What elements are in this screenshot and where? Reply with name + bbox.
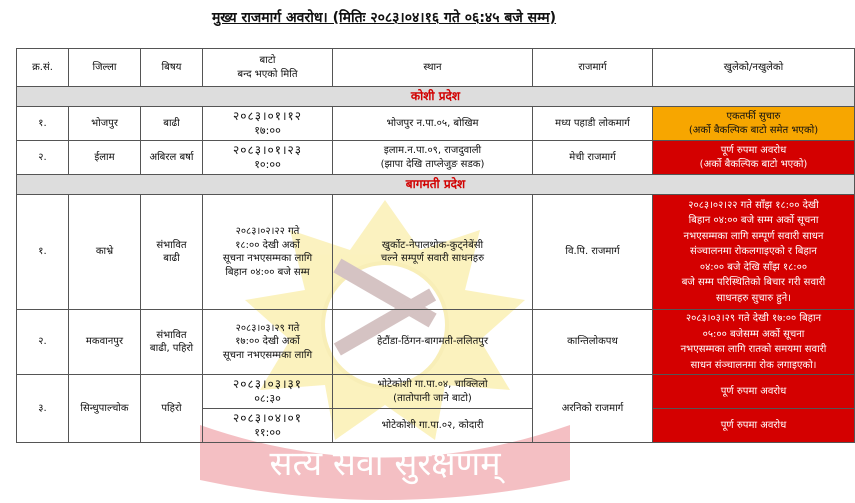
cell-place: इलाम.न.पा.०९, राजदुवाली (झापा देखि ताप्लेजुङ सडक): [333, 141, 533, 175]
status-badge: पूर्ण रुपमा अवरोध (अर्को बैकल्पिक बाटो भएको): [653, 141, 855, 175]
cell-date: [203, 375, 333, 409]
header-place: स्थान: [333, 49, 533, 87]
status-badge: एकतर्फी सुचारु (अर्को बैकल्पिक बाटो समेत भएको): [653, 107, 855, 141]
province-label: बागमती प्रदेश: [17, 175, 855, 195]
cell-sn: ३.: [17, 375, 69, 443]
header-sn: क्र.सं.: [17, 49, 69, 87]
time-value: ११:००: [254, 426, 281, 440]
cell-date: [203, 409, 333, 443]
header-blocked-date: बाटो बन्द भएको मिति: [203, 49, 333, 87]
cell-subject: संभावित बाढी, पहिरो: [141, 310, 203, 375]
time-value: १०:००: [254, 158, 281, 172]
cell-date: २०८३।०३।२९ गते १७:०० देखी अर्को सूचना नभएसम्मका लागि: [203, 310, 333, 375]
cell-place: भोजपुर न.पा.०५, बोखिम: [333, 107, 533, 141]
header-district: जिल्ला: [69, 49, 141, 87]
time-value: १७:००: [254, 124, 281, 138]
cell-highway: वि.पि. राजमार्ग: [533, 195, 653, 310]
cell-date: [203, 141, 333, 175]
cell-date: २०८३।०२।२२ गते १८:०० देखी अर्को सूचना नभएसम्मका लागि बिहान ०४:०० बजे सम्म: [203, 195, 333, 310]
cell-district: ईलाम: [69, 141, 141, 175]
table-header-row: [17, 49, 855, 87]
date-value: २०८३।०३।३१: [232, 377, 303, 392]
cell-sn: २.: [17, 141, 69, 175]
cell-district: भोजपुर: [69, 107, 141, 141]
page-title: मुख्य राजमार्ग अवरोध। (मितिः २०८३।०४।१६ गते ०६:४५ बजे सम्म): [211, 10, 557, 26]
highway-blockage-table: [16, 48, 855, 443]
table-row: [17, 375, 855, 409]
province-row-koshi: [17, 87, 855, 107]
table-row: [17, 141, 855, 175]
time-value: ०८:३०: [254, 392, 281, 406]
cell-sn: १.: [17, 195, 69, 310]
cell-highway: कान्तिलोकपथ: [533, 310, 653, 375]
cell-place: भोटेकोशी गा.पा.०२, कोदारी: [333, 409, 533, 443]
header-subject: बिषय: [141, 49, 203, 87]
date-value: २०८३।०४।०१: [232, 411, 303, 426]
cell-sn: १.: [17, 107, 69, 141]
cell-sn: २.: [17, 310, 69, 375]
date-value: २०८३।०१।२३: [232, 143, 303, 158]
table-row: [17, 195, 855, 310]
cell-place: खुर्कोट-नेपालथोक-कुट्नेबेंसी चल्ने सम्पूर्ण सवारी साधनहरु: [333, 195, 533, 310]
cell-highway: मध्य पहाडी लोकमार्ग: [533, 107, 653, 141]
cell-date: [203, 107, 333, 141]
cell-highway: मेची राजमार्ग: [533, 141, 653, 175]
status-badge: पूर्ण रुपमा अवरोध: [653, 375, 855, 409]
cell-highway: अरनिको राजमार्ग: [533, 375, 653, 443]
cell-district: काभ्रे: [69, 195, 141, 310]
header-highway: राजमार्ग: [533, 49, 653, 87]
cell-subject: पहिरो: [141, 375, 203, 443]
cell-place: भोटेकोशी गा.पा.०४, चाक्लिलो (तातोपानी जाने बाटो): [333, 375, 533, 409]
cell-place: हेटौंडा-ठिंगन-बागमती-ललितपुर: [333, 310, 533, 375]
cell-subject: संभावित बाढी: [141, 195, 203, 310]
status-badge: २०८३।०२।२२ गते साँझ १८:०० देखी बिहान ०४:०० बजे सम्म अर्को सूचना नभएसम्मका लागि सम्पूर्ण सवारी साधन संञ्चालनमा रोकलगाइएको र बिहान ०४:०० बजे देखि साँझ १८:०० बजे सम्म परिस्थितिको बिचार गरी सवारी साधनहरु सुचारु हुने।: [653, 195, 855, 310]
watermark-motto: सत्य सेवा सुरक्षणम्: [269, 444, 501, 484]
cell-district: मकवानपुर: [69, 310, 141, 375]
province-row-bagmati: [17, 175, 855, 195]
cell-subject: अबिरल बर्षा: [141, 141, 203, 175]
table-row: [17, 107, 855, 141]
cell-subject: बाढी: [141, 107, 203, 141]
date-value: २०८३।०१।१२: [232, 109, 303, 123]
status-badge: पूर्ण रुपमा अवरोध: [653, 409, 855, 443]
header-status: खुलेको/नखुलेको: [653, 49, 855, 87]
cell-district: सिन्धुपाल्चोक: [69, 375, 141, 443]
status-badge: २०८३।०३।२९ गते देखी १७:०० बिहान ०५:०० बजेसम्म अर्को सूचना नभएसम्मका लागि रातको समयमा सवारी साधन संञ्चालनमा रोक लगाइएको।: [653, 310, 855, 375]
table-row: [17, 310, 855, 375]
province-label: कोशी प्रदेश: [17, 87, 855, 107]
